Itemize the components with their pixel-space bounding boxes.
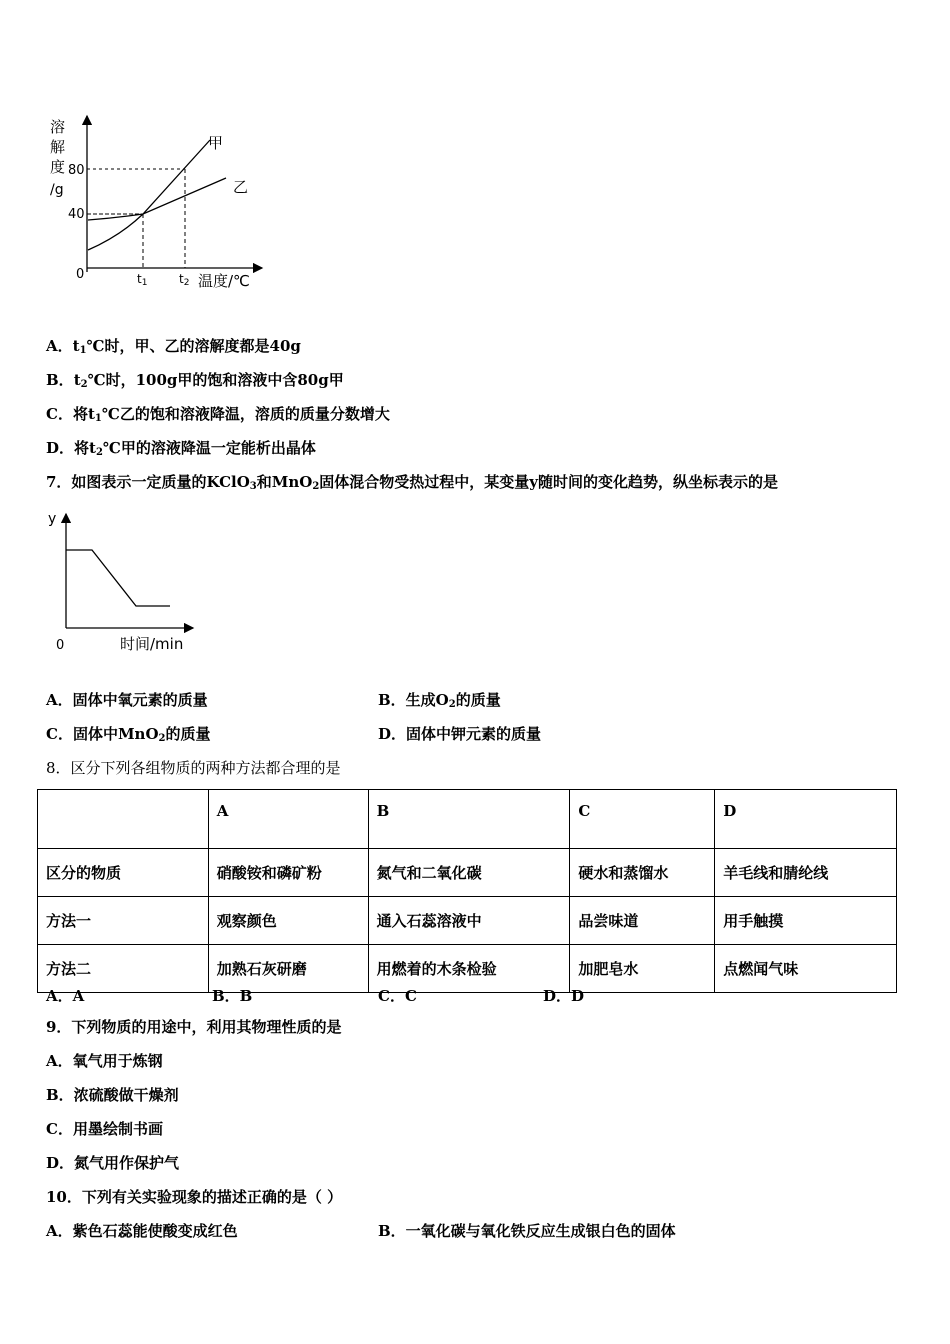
q8-stem: 8．区分下列各组物质的两种方法都合理的是 xyxy=(46,759,341,777)
ylabel-char-2: 解 xyxy=(50,138,66,156)
q7-x-label: 时间/min xyxy=(120,635,184,653)
q7-stem: 7．如图表示一定质量的KClO$_3$和MnO$_2$固体混合物受热过程中，某变量y随时间的变化趋势，纵坐标表示的是 xyxy=(46,473,779,492)
q6-option-b[interactable]: B．$t_2℃$时，100g甲的饱和溶液中含80g甲 xyxy=(46,371,344,390)
table-cell: C xyxy=(570,790,715,849)
q7-y-label: y xyxy=(48,511,57,527)
q9-option-b[interactable]: B．浓硫酸做干燥剂 xyxy=(46,1086,179,1104)
table-row xyxy=(38,849,897,897)
q6-option-c[interactable]: C．将$t_1℃$乙的饱和溶液降温，溶质的质量分数增大 xyxy=(46,405,390,424)
q10-option-b[interactable]: B．一氧化碳与氧化铁反应生成银白色的固体 xyxy=(378,1222,676,1240)
q7-option-b[interactable]: B．生成$O_2$的质量 xyxy=(378,691,501,710)
q7-curve xyxy=(66,550,170,606)
xlabel: 温度/℃ xyxy=(198,272,250,290)
table-cell: 品尝味道 xyxy=(570,897,715,945)
table-cell xyxy=(38,790,209,849)
q7-origin: 0 xyxy=(56,638,65,653)
q9-option-c[interactable]: C．用墨绘制书画 xyxy=(46,1120,163,1138)
ylabel-unit: /g xyxy=(50,182,64,198)
q10-stem: 10．下列有关实验现象的描述正确的是（ ） xyxy=(46,1188,343,1206)
origin-label: 0 xyxy=(76,267,85,282)
q8-option-c[interactable]: C．C xyxy=(378,987,417,1005)
table-cell: 加肥皂水 xyxy=(570,945,715,993)
q8-option-b[interactable]: B．B xyxy=(212,987,253,1005)
tick-t2: t2 xyxy=(179,272,190,288)
table-cell: 点燃闻气味 xyxy=(715,945,897,993)
table-cell: 通入石蕊溶液中 xyxy=(368,897,570,945)
table-cell: D xyxy=(715,790,897,849)
tick-40: 40 xyxy=(68,207,85,222)
table-cell: 方法二 xyxy=(38,945,209,993)
table-cell: 氮气和二氧化碳 xyxy=(368,849,570,897)
table-cell: B xyxy=(368,790,570,849)
series-label-jia: 甲 xyxy=(208,134,224,152)
q9-option-a[interactable]: A．氧气用于炼钢 xyxy=(46,1052,163,1070)
table-cell: 加熟石灰研磨 xyxy=(208,945,368,993)
q8-table xyxy=(37,789,897,993)
table-row xyxy=(38,945,897,993)
ylabel-char-1: 溶 xyxy=(50,118,66,136)
table-cell: 观察颜色 xyxy=(208,897,368,945)
curve-jia xyxy=(88,140,210,250)
table-cell: 羊毛线和腈纶线 xyxy=(715,849,897,897)
tick-t1: t1 xyxy=(137,272,148,288)
ylabel-char-3: 度 xyxy=(50,158,66,176)
table-cell: A xyxy=(208,790,368,849)
q10-option-a[interactable]: A．紫色石蕊能使酸变成红色 xyxy=(46,1222,238,1240)
q6-option-d[interactable]: D．将$t_2℃$甲的溶液降温一定能析出晶体 xyxy=(46,439,316,458)
q7-option-d[interactable]: D．固体中钾元素的质量 xyxy=(378,725,542,743)
table-cell: 硬水和蒸馏水 xyxy=(570,849,715,897)
series-label-yi: 乙 xyxy=(233,178,249,196)
table-cell: 区分的物质 xyxy=(38,849,209,897)
q8-option-d[interactable]: D．D xyxy=(543,987,585,1005)
table-cell: 硝酸铵和磷矿粉 xyxy=(208,849,368,897)
table-cell: 方法一 xyxy=(38,897,209,945)
q7-option-a[interactable]: A．固体中氧元素的质量 xyxy=(46,691,208,709)
q6-option-a[interactable]: A．$t_1℃$时，甲、乙的溶解度都是40g xyxy=(46,337,301,356)
q9-stem: 9．下列物质的用途中，利用其物理性质的是 xyxy=(46,1018,342,1036)
table-row xyxy=(38,897,897,945)
table-cell: 用燃着的木条检验 xyxy=(368,945,570,993)
table-cell: 用手触摸 xyxy=(715,897,897,945)
q8-option-a[interactable]: A．A xyxy=(46,987,85,1005)
q7-graph xyxy=(40,506,200,656)
table-row xyxy=(38,790,897,849)
q9-option-d[interactable]: D．氮气用作保护气 xyxy=(46,1154,180,1172)
tick-80: 80 xyxy=(68,163,85,178)
solubility-graph xyxy=(40,110,280,300)
q7-option-c[interactable]: C．固体中MnO$_2$的质量 xyxy=(46,725,211,744)
